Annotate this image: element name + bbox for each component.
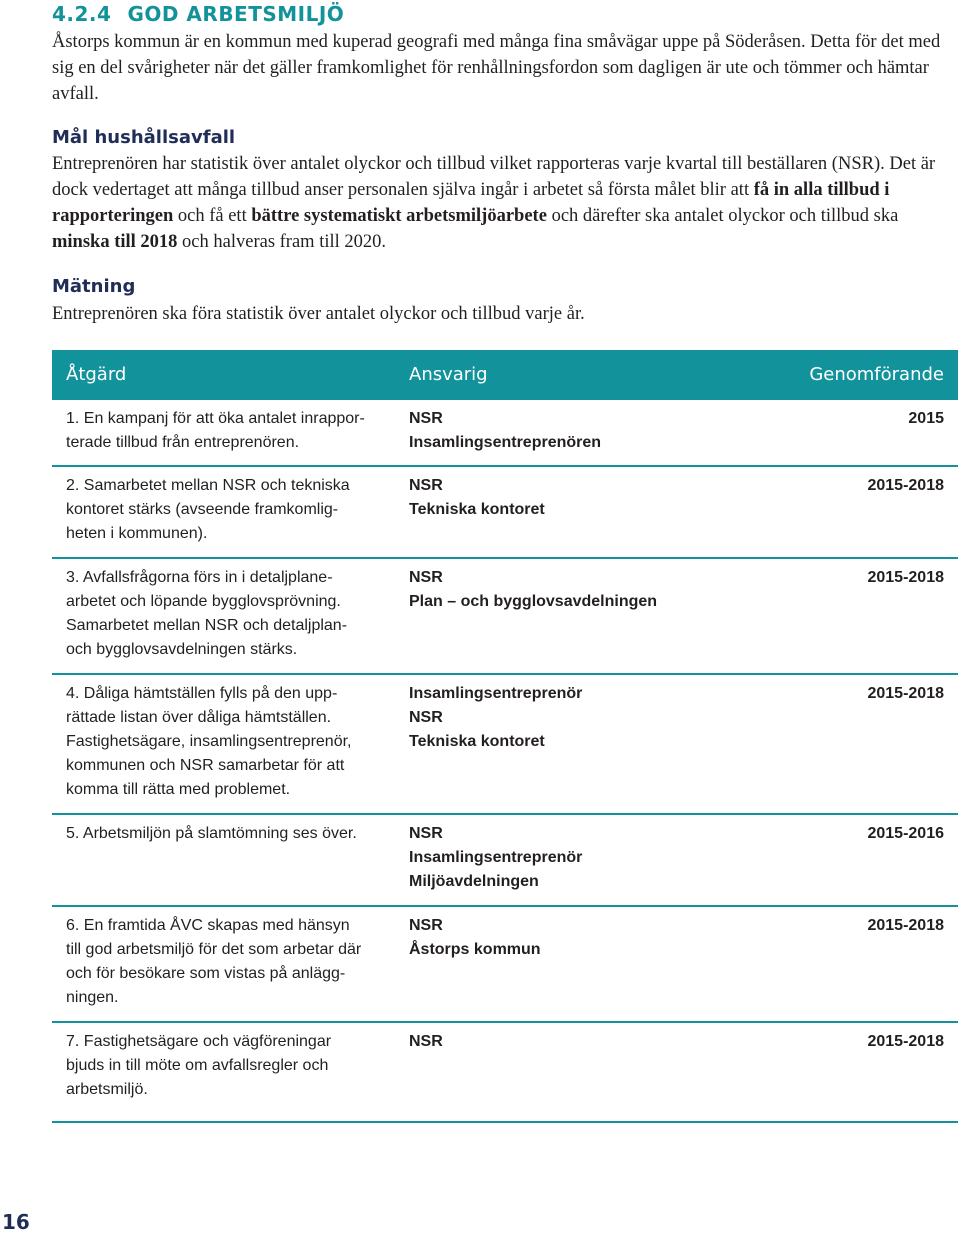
goal-text-2a: Det är dock vedertaget att många tillbud anser personalen själva ingår i arbetet så första målet blir att (52, 154, 936, 200)
period-cell: 2015-2018 (867, 1033, 944, 1050)
responsible-line: NSR (409, 917, 443, 934)
intro-paragraph: Åstorps kommun är en kommun med kuperad geografi med många fina småvägar uppe på Söderåsen. Detta för det med sig en del svårigheter när det gäller framkomlighet för renhållningsfordon som dagligen är ute och tömmer och hämtar avfall. (52, 32, 941, 104)
responsible-line: Miljöavdelningen (409, 873, 539, 890)
measurement-paragraph: Entreprenören ska föra statistik över antalet olyckor och tillbud varje år. (52, 304, 585, 324)
action-line: Fastighetsägare, insamlingsentreprenör, (66, 733, 352, 750)
action-cell (66, 1030, 386, 1102)
action-cell (66, 566, 386, 662)
table-row (52, 907, 958, 1023)
action-line: arbetsmiljö. (66, 1081, 148, 1098)
goal-paragraph (52, 151, 952, 255)
action-line: Samarbetet mellan NSR och detaljplan- (66, 617, 348, 634)
action-cell (66, 914, 386, 1010)
responsible-line: Åstorps kommun (409, 941, 541, 958)
action-line: ningen. (66, 989, 119, 1006)
responsible-line: Tekniska kontoret (409, 733, 545, 750)
responsible-line: NSR (409, 825, 443, 842)
action-line: till god arbetsmiljö för det som arbetar där (66, 941, 362, 958)
goal-text-2e: och därefter ska antalet olyckor och tillbud ska (546, 206, 899, 226)
action-line: heten i kommunen). (66, 525, 208, 542)
period-cell: 2015-2018 (867, 685, 944, 702)
responsible-line: Tekniska kontoret (409, 501, 545, 518)
action-line: bjuds in till möte om avfallsregler och (66, 1057, 329, 1074)
responsible-line: NSR (409, 477, 443, 494)
action-cell (66, 407, 386, 455)
period-cell: 2015-2016 (867, 825, 944, 842)
page-number: 16 (2, 1210, 30, 1234)
responsible-line: NSR (409, 569, 443, 586)
goal-text-1: Entreprenören har statistik över antalet olyckor och tillbud vilket rapporteras varje kvartal till beställaren (NSR). (52, 154, 885, 174)
table-row (52, 815, 958, 907)
table-body (52, 400, 958, 1123)
action-line: 5. Arbetsmiljön på slamtömning ses över. (66, 825, 357, 842)
action-line: komma till rätta med problemet. (66, 781, 291, 798)
header-implementation: Genomförande (809, 364, 944, 385)
action-line: och för besökare som vistas på anlägg- (66, 965, 346, 982)
goal-emphasis-1: få in alla tillbud i rapporteringen (52, 180, 890, 226)
period-cell: 2015 (908, 410, 944, 427)
responsible-cell (409, 914, 789, 962)
action-table (52, 350, 958, 1123)
responsible-line: Insamlingsentreprenör (409, 849, 583, 866)
table-row (52, 1023, 958, 1123)
action-line: terade tillbud från entreprenören. (66, 434, 300, 451)
action-line: och bygglovsavdelningen stärks. (66, 641, 298, 658)
table-header (52, 350, 958, 400)
action-cell (66, 474, 386, 546)
responsible-cell (409, 566, 789, 614)
responsible-line: NSR (409, 410, 443, 427)
table-row (52, 467, 958, 559)
action-line: 2. Samarbetet mellan NSR och tekniska (66, 477, 350, 494)
goal-text-2c: och få ett (173, 206, 252, 226)
responsible-cell (409, 474, 789, 522)
responsible-cell (409, 822, 789, 894)
table-row (52, 400, 958, 467)
measurement-heading: Mätning (52, 276, 136, 297)
section-heading: GOD ARBETSMILJÖ (127, 2, 345, 26)
section-title (52, 2, 344, 26)
table-row (52, 559, 958, 675)
goal-emphasis-2: bättre systematiskt arbetsmiljöarbete (251, 206, 547, 226)
responsible-line: Insamlingsentreprenören (409, 434, 602, 451)
responsible-line: Insamlingsentreprenör (409, 685, 583, 702)
period-cell: 2015-2018 (867, 477, 944, 494)
header-action: Åtgärd (66, 364, 127, 385)
action-line: 7. Fastighetsägare och vägföreningar (66, 1033, 332, 1050)
table-row (52, 675, 958, 815)
goal-emphasis-3: minska till 2018 (52, 232, 178, 252)
responsible-line: NSR (409, 709, 443, 726)
header-responsible: Ansvarig (409, 364, 488, 385)
period-cell: 2015-2018 (867, 917, 944, 934)
section-number: 4.2.4 (52, 2, 112, 26)
action-cell (66, 682, 386, 802)
action-line: arbetet och löpande bygglovsprövning. (66, 593, 341, 610)
responsible-cell (409, 407, 789, 455)
action-line: 1. En kampanj för att öka antalet inrappor- (66, 410, 365, 427)
goal-text-2g: och halveras fram till 2020. (177, 232, 386, 252)
action-line: 6. En framtida ÅVC skapas med hänsyn (66, 917, 350, 934)
goal-heading: Mål hushållsavfall (52, 127, 236, 148)
action-line: kommunen och NSR samarbetar för att (66, 757, 345, 774)
action-line: 4. Dåliga hämtställen fylls på den upp- (66, 685, 338, 702)
action-line: 3. Avfallsfrågorna förs in i detaljplane- (66, 569, 333, 586)
action-cell (66, 822, 386, 846)
responsible-cell (409, 1030, 789, 1054)
responsible-line: NSR (409, 1033, 443, 1050)
action-line: rättade listan över dåliga hämtställen. (66, 709, 332, 726)
period-cell: 2015-2018 (867, 569, 944, 586)
responsible-line: Plan – och bygglovsavdelningen (409, 593, 658, 610)
responsible-cell (409, 682, 789, 754)
action-line: kontoret stärks (avseende framkomlig- (66, 501, 339, 518)
